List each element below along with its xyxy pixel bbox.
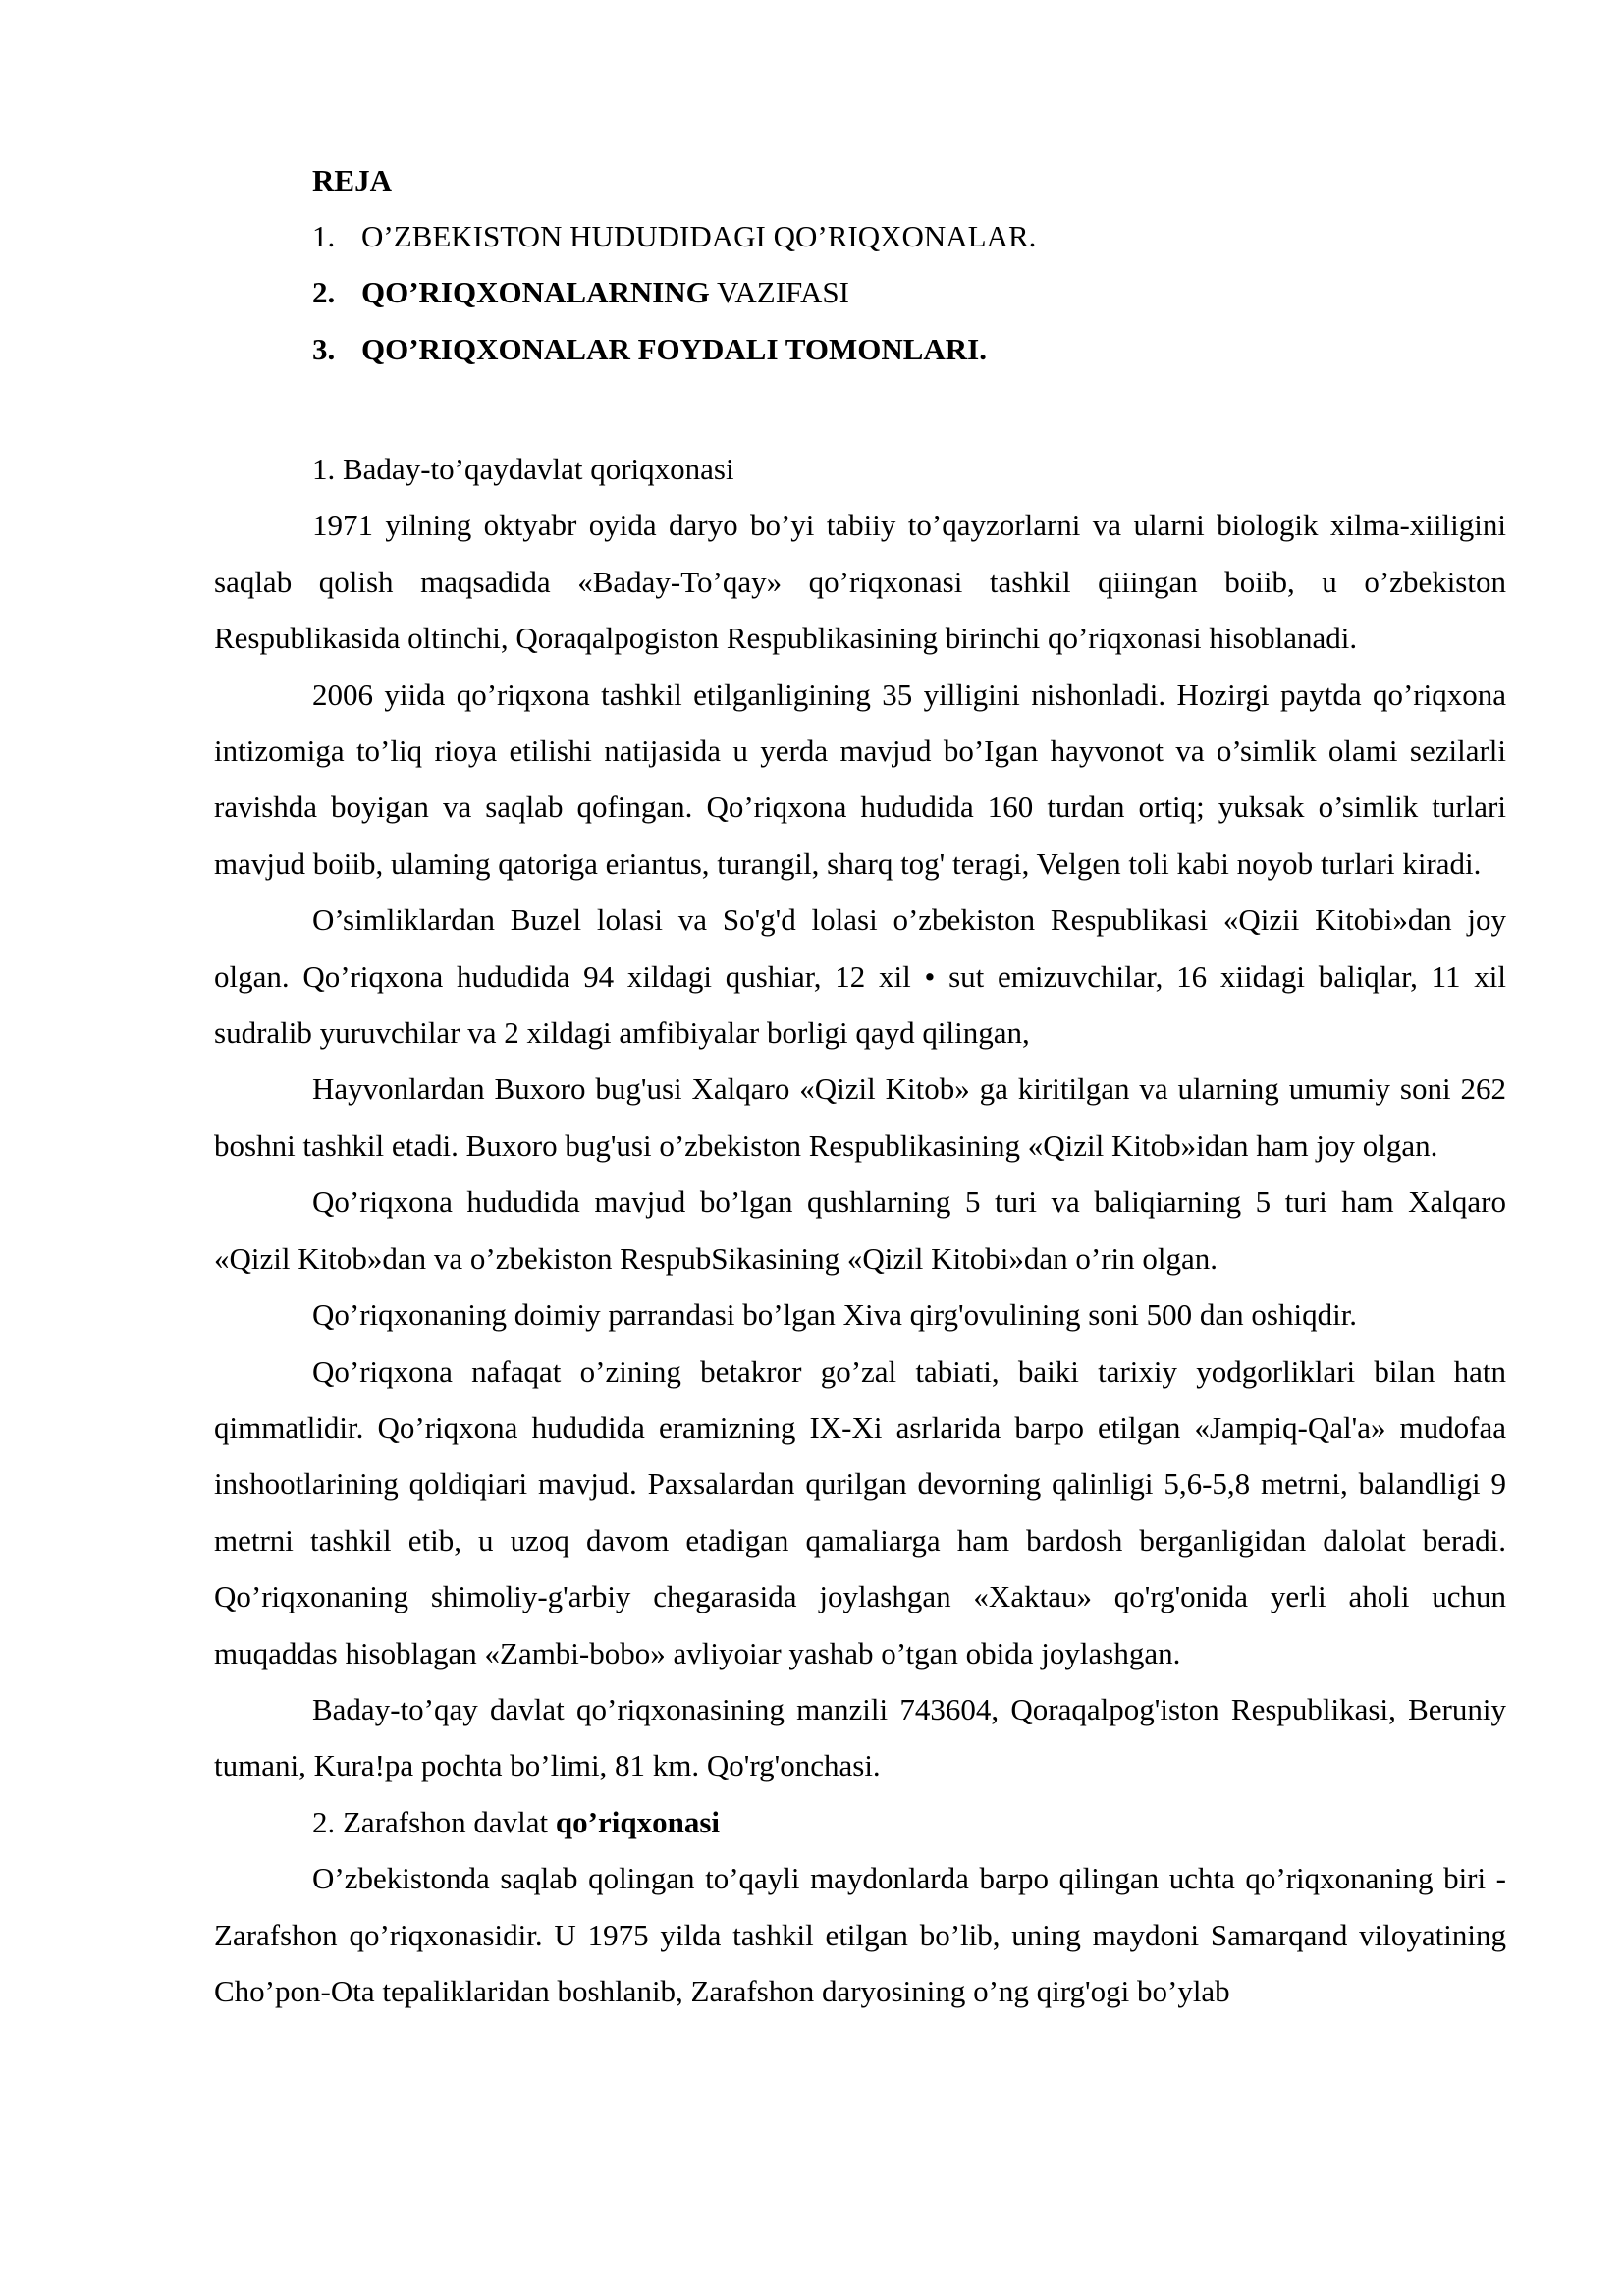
paragraph: Qo’riqxona nafaqat o’zining betakror go’zal tabiati, baiki tarixiy yodgorliklari bilan hatn qimmatlidir. Qo’riqxona hududida eramizning IX-Xi asrlarida barpo etilgan «Jampiq-Qal'a» mudofaa inshootlarining qoldiqiari mavjud. Paxsalardan qurilgan devorning qalinligi 5,6-5,8 metrni, balandligi 9 metrni tashkil etib, u uzoq davom etadigan qamaliarga ham bardosh berganligidan dalolat beradi. Qo’riqxonaning shimoliy-g'arbiy chegarasida joylashgan «Xaktau» qo'rg'onida yerli aholi uchun muqaddas hisoblagan «Zambi-bobo» avliyoiar yashab o’tgan obida joylashgan.	[214, 1353, 1506, 1670]
plan-item-text: VAZIFASI	[709, 275, 849, 309]
plan-item-bold-text: QO’RIQXONALAR FOYDALI TOMONLARI.	[361, 332, 987, 366]
section-2-heading	[214, 1794, 1506, 1850]
paragraph: Hayvonlardan Buxoro bug'usi Xalqaro «Qizil Kitob» ga kiritilgan va ularning umumiy soni 262 boshni tashkil etadi. Buxoro bug'usi o’zbekiston Respublikasining «Qizil Kitob»idan ham joy olgan.	[214, 1071, 1506, 1163]
plan-item-1	[312, 217, 1036, 256]
paragraph: Baday-to’qay davlat qo’riqxonasining manzili 743604, Qoraqalpog'iston Respublikasi, Beruniy tumani, Kura!pa pochta bo’limi, 81 km. Qo'rg'onchasi.	[214, 1691, 1506, 1783]
document-body	[214, 441, 1506, 2019]
paragraph: 2006 yiida qo’riqxona tashkil etilganligining 35 yilligini nishonladi. Hozirgi paytda qo’riqxona intizomiga to’liq rioya etilishi natijasida u yerda mavjud bo’Igan hayvonot va o’simlik olami sezilarli ravishda boyigan va saqlab qofingan. Qo’riqxona hududida 160 turdan ortiq; yuksak o’simlik turlari mavjud boiib, ulaming qatoriga eriantus, turangil, sharq tog' teragi, Velgen toli kabi noyob turlari kiradi.	[214, 677, 1506, 881]
paragraph: Qo’riqxonaning doimiy parrandasi bo’lgan Xiva qirg'ovulining soni 500 dan oshiqdir.	[312, 1297, 1358, 1333]
plan-item-number: 1.	[312, 219, 336, 253]
paragraph: O’simliklardan Buzel lolasi va So'g'd lolasi o’zbekiston Respublikasi «Qizii Kitobi»dan joy olgan. Qo’riqxona hududida 94 xildagi qushiar, 12 xil • sut emizuvchilar, 16 xiidagi baliqlar, 11 xil sudralib yuruvchilar va 2 xildagi amfibiyalar borligi qayd qilingan,	[214, 902, 1506, 1051]
paragraph: 1971 yilning oktyabr oyida daryo bo’yi tabiiy to’qayzorlarni va ularni biologik xilma-xiiligini saqlab qolish maqsadida «Baday-To’qay» qo’riqxonasi tashkil qiiingan boiib, u o’zbekiston Respublikasida oltinchi, Qoraqalpogiston Respublikasining birinchi qo’riqxonasi hisoblanadi.	[214, 508, 1506, 656]
section-2-heading-plain: 2. Zarafshon davlat	[312, 1804, 556, 1839]
plan-title: REJA	[312, 163, 392, 197]
plan-item-text: O’ZBEKISTON HUDUDIDAGI QO’RIQXONALAR.	[361, 219, 1037, 253]
plan-item-bold-text: QO’RIQXONALARNING	[361, 275, 710, 309]
plan-item-number: 2.	[312, 275, 336, 309]
section-2-heading-bold: qo’riqxonasi	[555, 1804, 721, 1839]
paragraph: Qo’riqxona hududida mavjud bo’lgan qushlarning 5 turi va baliqiarning 5 turi ham Xalqaro «Qizil Kitob»dan va o’zbekiston RespubSikasining «Qizil Kitobi»dan o’rin olgan.	[214, 1184, 1506, 1276]
plan-item-2	[312, 273, 849, 312]
plan-item-number: 3.	[312, 332, 336, 366]
plan-item-3	[312, 330, 987, 369]
section-1-heading: 1. Baday-to’qaydavlat qoriqxonasi	[312, 452, 734, 486]
paragraph: O’zbekistonda saqlab qolingan to’qayli maydonlarda barpo qilingan uchta qo’riqxonaning biri - Zarafshon qo’riqxonasidir. U 1975 yilda tashkil etilgan bo’lib, uning maydoni Samarqand viloyatining Cho’pon-Ota tepaliklaridan boshlanib, Zarafshon daryosining o’ng qirg'ogi bo’ylab	[214, 1861, 1506, 2008]
